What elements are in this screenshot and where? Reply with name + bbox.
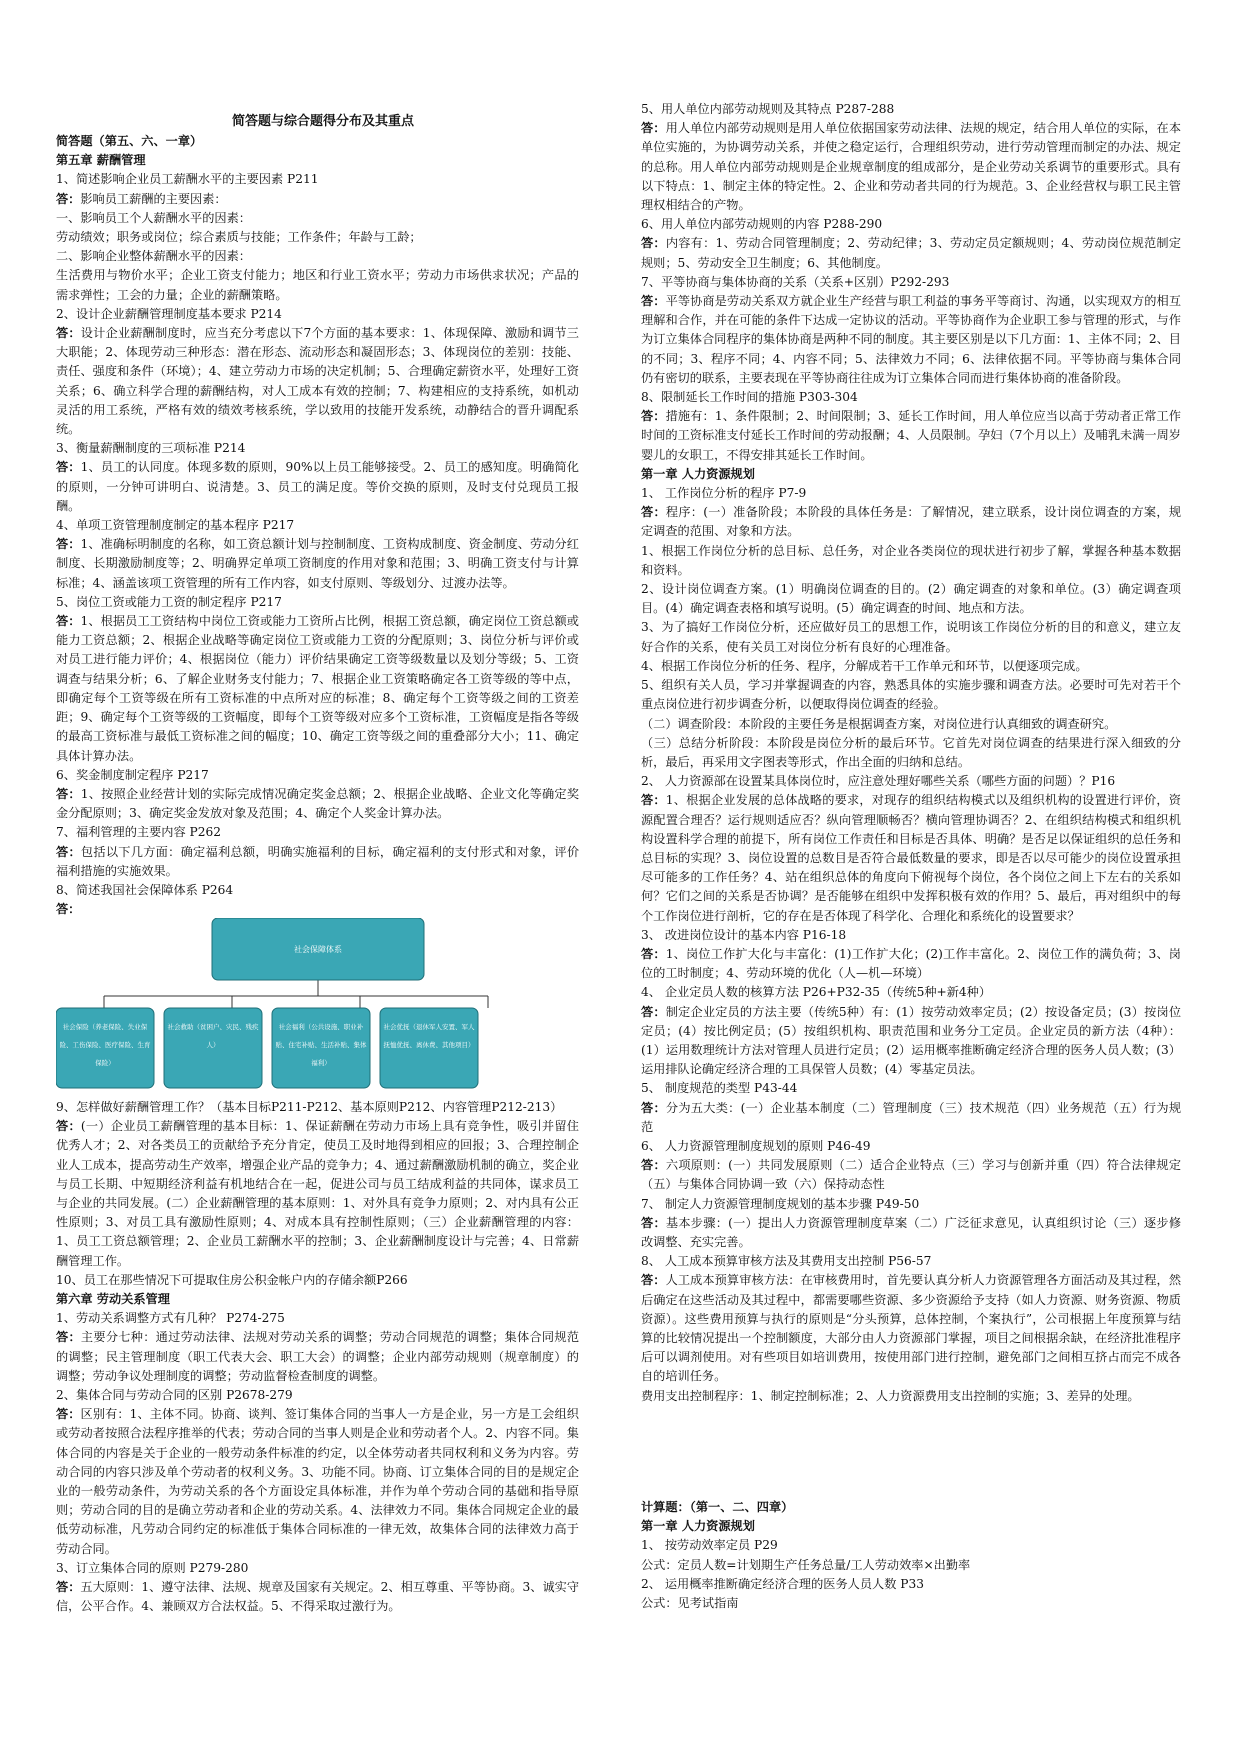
answer-text: 答：五大原则：1、遵守法律、法规、规章及国家有关规定。2、相互尊重、平等协商。3、诚实守信，公平合作。4、兼顾双方合法权益。5、不得采取过激行为。	[56, 1580, 580, 1614]
paragraph: 费用支出控制程序：1、制定控制标准；2、人力资源费用支出控制的实施；3、差异的处理。	[641, 1388, 1140, 1403]
answer-text: 答：内容有：1、劳动合同管理制度；2、劳动纪律；3、劳动定员定额规则；4、劳动岗位规范制定规则；5、劳动安全卫生制度；6、其他制度。	[641, 236, 1182, 270]
right-column-bottom	[641, 1498, 1181, 1613]
question-text: 2、集体合同与劳动合同的区别 P2678-279	[56, 1388, 293, 1403]
question-text: 8、 人工成本预算审核方法及其费用支出控制 P56-57	[641, 1254, 932, 1269]
answer-text: 答：主要分七种：通过劳动法律、法规对劳动关系的调整；劳动合同规范的调整；集体合同规范的调整；民主管理制度（职工代表大会、职工大会）的调整；企业内部劳动规则（规章制度）的调整；劳动争议处理制度的调整；劳动监督检查制度的调整。	[56, 1330, 580, 1383]
answer-text: 答：六项原则：(一）共同发展原则（二）适合企业特点（三）学习与创新并重（四）符合法律规定（五）与集体合同协调一致（六）保持动态性	[641, 1158, 1182, 1192]
paragraph: （三）总结分析阶段：本阶段是岗位分析的最后环节。它首先对岗位调查的结果进行深入细致的分析，最后，再采用文字图表等形式，作出全面的归纳和总结。	[641, 735, 1181, 769]
question-text: 9、怎样做好薪酬管理工作？（基本目标P211-P212、基本原则P212、内容管理P212-213）	[56, 1100, 563, 1114]
paragraph: 5、组织有关人员，学习并掌握调查的内容，熟悉具体的实施步骤和调查方法。必要时可先对若干个重点岗位进行初步调查分析，以便取得岗位调查的经验。	[641, 678, 1181, 712]
org-child-label-3: 社会优抚（退休军人安置、军人抚恤优抚、离休费、其他项目）	[383, 1023, 475, 1049]
org-root-label: 社会保障体系	[294, 945, 342, 954]
org-child-label-0: 社会保险（养老保险、失业保险、工伤保险、医疗保险、生育保险）	[59, 1023, 151, 1067]
section-heading: 第一章 人力资源规划	[641, 1519, 755, 1534]
question-text: 5、用人单位内部劳动规则及其特点 P287-288	[641, 102, 895, 116]
answer-text: 答：(一）企业员工薪酬管理的基本目标：1、保证薪酬在劳动力市场上具有竞争性，吸引并留住优秀人才；2、对各类员工的贡献给予充分肯定，使员工及时地得到相应的回报；3、合理控制企业人工成本，提高劳动生产效率，增强企业产品的竞争力；4、通过薪酬激励机制的确立，奖企业与员工长期、中短期经济利益有机地结合在一起，促进公司与员工结成利益的共同体，谋求员工与企业的共同发展。(二）企业薪酬管理的基本原则：1、对外具有竞争力原则；2、对内具有公正性原则；3、对员工具有激励性原则；4、对成本具有控制性原则；（三）企业薪酬管理的内容：1、员工工资总额管理；2、企业员工薪酬水平的控制；3、企业薪酬制度设计与完善；4、日常薪酬管理工作。	[56, 1119, 579, 1268]
left-column-top	[56, 132, 579, 919]
question-text: 10、员工在那些情况下可提取住房公积金帐户内的存储余额P266	[56, 1272, 408, 1287]
question-text: 8、限制延长工作时间的措施 P303-304	[641, 390, 858, 405]
answer-text: 答：1、根据企业发展的总体战略的要求，对现存的组织结构模式以及组织机构的设置进行评价，资源配置合理否？运行规则适应否？纵向管理顺畅否？横向管理协调否？2、在组织结构模式和组织机构设置科学合理的前提下，所有岗位工作责任和目标是否具体、明确？是否足以保证组织的总任务和总目标的实现？3、岗位设置的总数目是否符合最低数量的要求，即是否以尽可能少的岗位设置承担尽可能多的工作任务？4、站在组织总体的角度向下俯视每个岗位，各个岗位之间上下左右的关系如何？它们之间的关系是否协调？是否能够在组织中发挥积极有效的作用？5、最后，再对组织中的每个工作岗位进行剖析，它的存在是否体现了科学化、合理化和系统化的设置要求？	[641, 793, 1181, 923]
question-text: 7、福利管理的主要内容 P262	[56, 825, 221, 840]
question-text: 2、 运用概率推断确定经济合理的医务人员人数 P33	[641, 1576, 924, 1591]
answer-text: 答：人工成本预算审核方法：在审核费用时，首先要认真分析人力资源管理各方面活动及其过程，然后确定在这些活动及其过程中，都需要哪些资源、多少资源给予支持（如人力资源、财务资源、物质资源）。这些费用预算与执行的原则是“分头预算，总体控制，个案执行”，公司根据上年度预算与结算的比较情况提出一个控制额度，大部分由人力资源部门掌握，项目之间根据余缺，在经济批准程序后可以调剂使用。对有些项目如培训费用，按使用部门进行控制，避免部门之间相互挤占而完不成各自的培训任务。	[641, 1273, 1182, 1384]
paragraph: 劳动绩效；职务或岗位；综合素质与技能；工作条件；年龄与工龄；	[56, 230, 422, 245]
answer-text: 答：1、根据员工工资结构中岗位工资或能力工资所占比例，根据工资总额，确定岗位工资总额或能力工资总额；2、根据企业战略等确定岗位工资或能力工资的分配原则；3、岗位分析与评价或对员工进行能力评价；4、根据岗位（能力）评价结果确定工资等级数量以及划分等级；5、工资调查与结果分析；6、了解企业财务支付能力；7、根据企业工资策略确定各工资等级的等中点，即确定每个工资等级在所有工资标准的中点所对应的标准；8、确定每个工资等级之间的工资差距；9、确定每个工资等级的工资幅度，即每个工资等级对应多个工资标准，工资幅度是指各等级的最高工资标准与最低工资标准之间的幅度；10、确定工资等级之间的重叠部分大小；11、确定具体计算办法。	[56, 614, 579, 763]
answer-text: 答：1、员工的认同度。体现多数的原则，90%以上员工能够接受。2、员工的感知度。明确简化的原则，一分钟可讲明白、说清楚。3、员工的满足度。等价交换的原则，及时支付兑现员工报酬。	[56, 460, 579, 513]
answer-text: 答：设计企业薪酬制度时，应当充分考虑以下7个方面的基本要求：1、体现保障、激励和调节三大职能；2、体现劳动三种形态：潜在形态、流动形态和凝固形态；3、体现岗位的差别：技能、责任、强度和条件（环境）；4、建立劳动力市场的决定机制；5、合理确定薪资水平，处理好工资关系；6、确立科学合理的薪酬结构，对人工成本有效的控制；7、构建相应的支持系统，如机动灵活的用工系统，严格有效的绩效考核系统，学以致用的技能开发系统，动静结合的晋升调配系统。	[56, 326, 579, 437]
question-text: 2、 人力资源部在设置某具体岗位时，应注意处理好哪些关系（哪些方面的问题）？P16	[641, 774, 1116, 789]
answer-text: 答：1、按照企业经营计划的实际完成情况确定奖金总额；2、根据企业战略、企业文化等确定奖金分配原则；3、确定奖金发放对象及范围；4、确定个人奖金计算办法。	[56, 786, 580, 821]
answer-text: 答：用人单位内部劳动规则是用人单位依据国家劳动法律、法规的规定，结合用人单位的实际，在本单位实施的，为协调劳动关系，并使之稳定运行，合理组织劳动，进行劳动管理而制定的办法、规定的总称。用人单位内部劳动规则是企业规章制度的组成部分，是企业劳动关系调节的重要形式。具有以下特点：1、制定主体的特定性。2、企业和劳动者共同的行为规范。3、企业经营权与职工民主管理权相结合的产物。	[641, 121, 1182, 213]
question-text: 6、 人力资源管理制度规划的原则 P46-49	[641, 1138, 871, 1153]
question-text: 3、订立集体合同的原则 P279-280	[56, 1560, 249, 1575]
question-text: 2、设计企业薪酬管理制度基本要求 P214	[56, 306, 282, 321]
answer-text: 答：分为五大类：(一）企业基本制度（二）管理制度（三）技术规范（四）业务规范（五）行为规范	[641, 1100, 1182, 1134]
question-text: 7、平等协商与集体协商的关系（关系+区别）P292-293	[641, 274, 950, 289]
answer-text: 答：平等协商是劳动关系双方就企业生产经营与职工利益的事务平等商讨、沟通，以实现双方的相互理解和合作，并在可能的条件下达成一定协议的活动。平等协商作为企业职工参与管理的形式，与作为订立集体合同程序的集体协商是两种不同的制度。其主要区别是以下几方面：1、主体不同；2、目的不同；3、程序不同；4、内容不同；5、法律效力不同；6、法律依据不同。平等协商与集体合同仍有密切的联系，主要表现在平等协商往往成为订立集体合同而进行集体协商的准备阶段。	[641, 294, 1182, 385]
question-text: 1、劳动关系调整方式有几种？ P274-275	[56, 1311, 285, 1326]
page-title: 简答题与综合题得分布及其重点	[232, 114, 415, 129]
section-heading: 第一章 人力资源规划	[641, 466, 755, 481]
question-text: 3、 改进岗位设计的基本内容 P16-18	[641, 927, 847, 942]
question-text: 5、 制度规范的类型 P43-44	[641, 1081, 798, 1096]
paragraph: 公式：定员人数=计划期生产任务总量/工人劳动效率×出勤率	[641, 1557, 971, 1572]
paragraph: 二、影响企业整体薪酬水平的因素：	[56, 249, 251, 264]
answer-text: 答：1、准确标明制度的名称，如工资总额计划与控制制度、工资构成制度、资金制度、劳动分红制度、长期激励制度等；2、明确界定单项工资制度的作用对象和范围；3、明确工资支付与计算标准；4、涵盖该项工资管理的所有工作内容，如支付原则、等级划分、过渡办法等。	[56, 537, 579, 590]
paragraph: （二）调查阶段：本阶段的主要任务是根据调查方案，对岗位进行认真细致的调查研究。	[641, 716, 1117, 731]
answer-text: 答：包括以下几方面：确定福利总额，明确实施福利的目标，确定福利的支付形式和对象，评价福利措施的实施效果。	[56, 844, 580, 878]
section-heading: 第六章 劳动关系管理	[56, 1292, 170, 1307]
org-child-label-1: 社会救助（贫困户、灾民、残疾人）	[167, 1023, 259, 1049]
question-text: 3、衡量薪酬制度的三项标准 P214	[56, 441, 246, 456]
right-column-top	[641, 100, 1181, 1406]
question-text: 1、 按劳动效率定员 P29	[641, 1538, 778, 1553]
left-column-bottom	[56, 1098, 579, 1616]
answer-text: 答：措施有：1、条件限制；2、时间限制；3、延长工作时间，用人单位应当以高于劳动者正常工作时间的工资标准支付延长工作时间的劳动报酬；4、人员限制。孕妇（7个月以上）及哺乳未满一周岁婴儿的女职工，不得安排其延长工作时间。	[641, 409, 1181, 462]
question-text: 6、奖金制度制定程序 P217	[56, 767, 209, 782]
paragraph: 公式：见考试指南	[641, 1596, 739, 1611]
section-heading: 计算题：（第一、二、四章）	[641, 1500, 794, 1514]
answer-text: 答：影响员工薪酬的主要因素：	[56, 191, 227, 206]
section-heading: 简答题（第五、六、一章）	[56, 134, 203, 148]
section-heading: 第五章 薪酬管理	[56, 153, 146, 168]
answer-text: 答：	[56, 902, 81, 917]
paragraph: 4、根据工作岗位分析的任务、程序，分解成若干工作单元和环节，以便逐项完成。	[641, 658, 1088, 673]
question-text: 7、 制定人力资源管理制度规划的基本步骤 P49-50	[641, 1196, 920, 1211]
answer-text: 答：基本步骤：(一）提出人力资源管理制度草案（二）广泛征求意见，认真组织讨论（三）逐步修改调整、充实完善。	[641, 1215, 1182, 1249]
answer-text: 答：区别有：1、主体不同。协商、谈判、签订集体合同的当事人一方是企业，另一方是工会组织或劳动者按照合法程序推举的代表；劳动合同的当事人则是企业和劳动者个人。2、内容不同。集体合同的内容是关于企业的一般劳动条件标准的约定，以全体劳动者共同权利和义务为内容。劳动合同的内容只涉及单个劳动者的权利义务。3、功能不同。协商、订立集体合同的目的是规定企业的一般劳动条件，为劳动关系的各个方面设定具体标准，并作为单个劳动合同的基础和指导原则；劳动合同的目的是确立劳动者和企业的劳动关系。4、法律效力不同。集体合同规定企业的最低劳动标准，凡劳动合同约定的标准低于集体合同标准的一律无效，故集体合同的法律效力高于劳动合同。	[56, 1407, 579, 1556]
paragraph: 生活费用与物价水平；企业工资支付能力；地区和行业工资水平；劳动力市场供求状况；产品的需求弹性；工会的力量；企业的薪酬策略。	[56, 268, 579, 302]
answer-text: 答：程序：(一）准备阶段；本阶段的具体任务是：了解情况，建立联系，设计岗位调查的方案，规定调查的范围、对象和方法。	[641, 505, 1182, 539]
question-text: 6、用人单位内部劳动规则的内容 P288-290	[641, 217, 883, 232]
question-text: 5、岗位工资或能力工资的制定程序 P217	[56, 594, 282, 609]
question-text: 1、简述影响企业员工薪酬水平的主要因素 P211	[56, 172, 319, 187]
question-text: 4、 企业定员人数的核算方法 P26+P32-35（传统5种+新4种）	[641, 985, 992, 1000]
social-security-org-chart	[56, 918, 576, 1090]
paragraph: 3、为了搞好工作岗位分析，还应做好员工的思想工作，说明该工作岗位分析的目的和意义，建立友好合作的关系，使有关员工对岗位分析有良好的心理准备。	[641, 620, 1181, 654]
answer-text: 答：制定企业定员的方法主要（传统5种）有：(1）按劳动效率定员；(2）按设备定员；(3）按岗位定员；(4）按比例定员；(5）按组织机构、职责范围和业务分工定员。企业定员的新方法（4种）：(1）运用数理统计方法对管理人员进行定员；(2）运用概率推断确定经济合理的医务人员人数；(3）运用排队论确定经济合理的工具保管人员数；(4）零基定员法。	[641, 1004, 1182, 1077]
org-chart-svg	[56, 918, 576, 1090]
question-text: 1、 工作岗位分析的程序 P7-9	[641, 486, 807, 501]
paragraph: 1、根据工作岗位分析的总目标、总任务，对企业各类岗位的现状进行初步了解，掌握各种基本数据和资料。	[641, 543, 1181, 577]
org-child-label-2: 社会福利（公共设施、职业补贴、住宅补贴、生活补贴、集体福利）	[275, 1023, 367, 1067]
question-text: 4、单项工资管理制度制定的基本程序 P217	[56, 518, 295, 533]
paragraph: 2、设计岗位调查方案。(1）明确岗位调查的目的。(2）确定调查的对象和单位。(3）确定调查项目。(4）确定调查表格和填写说明。(5）确定调查的时间、地点和方法。	[641, 582, 1181, 616]
question-text: 8、简述我国社会保障体系 P264	[56, 882, 234, 897]
paragraph: 一、影响员工个人薪酬水平的因素：	[56, 210, 251, 225]
answer-text: 答：1、岗位工作扩大化与丰富化：(1)工作扩大化；(2)工作丰富化。2、岗位工作的满负荷；3、岗位的工时制度；4、劳动环境的优化（人—机—环境）	[641, 946, 1181, 981]
